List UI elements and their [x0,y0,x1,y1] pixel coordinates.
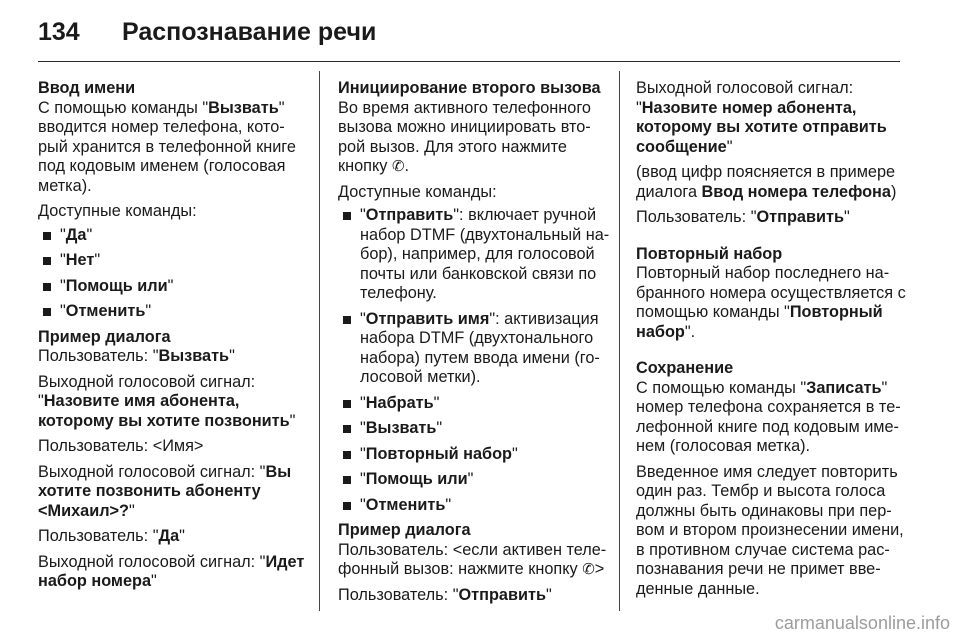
paragraph: Пользователь: "Отправить" [338,585,552,604]
paragraph: С помощью команды "Вызвать" вводится номер телефона, кото-рый хранится в телефонной книге под кодовым именем (голосовая метка). [38,98,296,195]
paragraph: Пользователь: <если активен теле-фонный вызов: нажмите кнопку ✆> [338,540,607,578]
column-divider [319,71,320,611]
section-heading: Инициирование второго вызова [338,79,601,97]
list-item: "Отправить": включает ручной набор DTMF (двухтональный на-бор), например, для голосовой почты или банковской связи по телефону. [338,206,610,304]
header-rule [38,61,900,62]
paragraph: (ввод цифр поясняется в примере диалога Ввод номера телефона) [636,163,897,201]
phone-call-icon: ✆ [582,561,595,578]
column-3 [636,79,908,605]
paragraph: Повторный набор последнего на-бранного номера осуществляется с помощью команды "Повторный набор". [636,264,906,341]
list-item: "Отменить" [38,302,310,322]
list-item: "Вызвать" [338,419,610,439]
paragraph: Выходной голосовой сигнал: "Назовите номер абонента, которому вы хотите отправить сообщение" [636,79,887,156]
command-list [38,226,310,322]
paragraph: Во время активного телефонного вызова можно инициировать вто-рой вызов. Для этого нажмите кнопку ✆. [338,98,591,175]
command-list [338,206,610,515]
column-2 [338,79,610,611]
paragraph: Выходной голосовой сигнал: "Вы хотите позвонить абоненту <Михаил>?" [38,462,292,520]
list-item: "Помощь или" [338,470,610,490]
paragraph: Пользователь: "Отправить" [636,208,850,226]
page-header [38,14,900,58]
phone-call-icon: ✆ [391,158,405,175]
list-item: "Да" [38,226,310,246]
section-heading: Пример диалога [38,327,171,346]
column-1 [38,79,310,598]
section-heading: Сохранение [636,359,734,377]
paragraph: Пользователь: <Имя> [38,437,204,455]
paragraph: Пользователь: "Да" [38,527,185,545]
paragraph: Выходной голосовой сигнал: "Назовите имя абонента, которому вы хотите позвонить" [38,372,296,430]
column-divider [619,71,620,611]
paragraph: Выходной голосовой сигнал: "Идет набор номера" [38,552,305,590]
list-item: "Нет" [38,251,310,271]
page-title: Распознавание речи [122,18,377,46]
paragraph: Доступные команды: [338,182,497,201]
paragraph: Доступные команды: [38,202,197,220]
paragraph: Пользователь: "Вызвать" [38,347,235,365]
paragraph: Введенное имя следует повторить один раз. Тембр и высота голоса должны быть одинаковы при пер-вом и втором произнесении имени, в противном случае система рас-познавания речи не примет вве-денные данные. [636,462,904,598]
section-heading: Повторный набор [636,244,783,263]
page-number: 134 [38,18,80,46]
watermark: carmanualsonline.info [774,613,950,633]
list-item: "Отправить имя": активизация набора DTMF (двухтонального набора) путем ввода имени (го-лосовой метки). [338,310,610,388]
list-item: "Помощь или" [38,277,310,297]
section-heading: Ввод имени [38,79,136,97]
section-heading: Пример диалога [338,521,471,539]
paragraph: С помощью команды "Записать" номер телефона сохраняется в те-лефонной книге под кодовым име-нем (голосовая метка). [636,378,901,455]
list-item: "Отменить" [338,496,610,516]
list-item: "Набрать" [338,394,610,414]
list-item: "Повторный набор" [338,445,610,465]
